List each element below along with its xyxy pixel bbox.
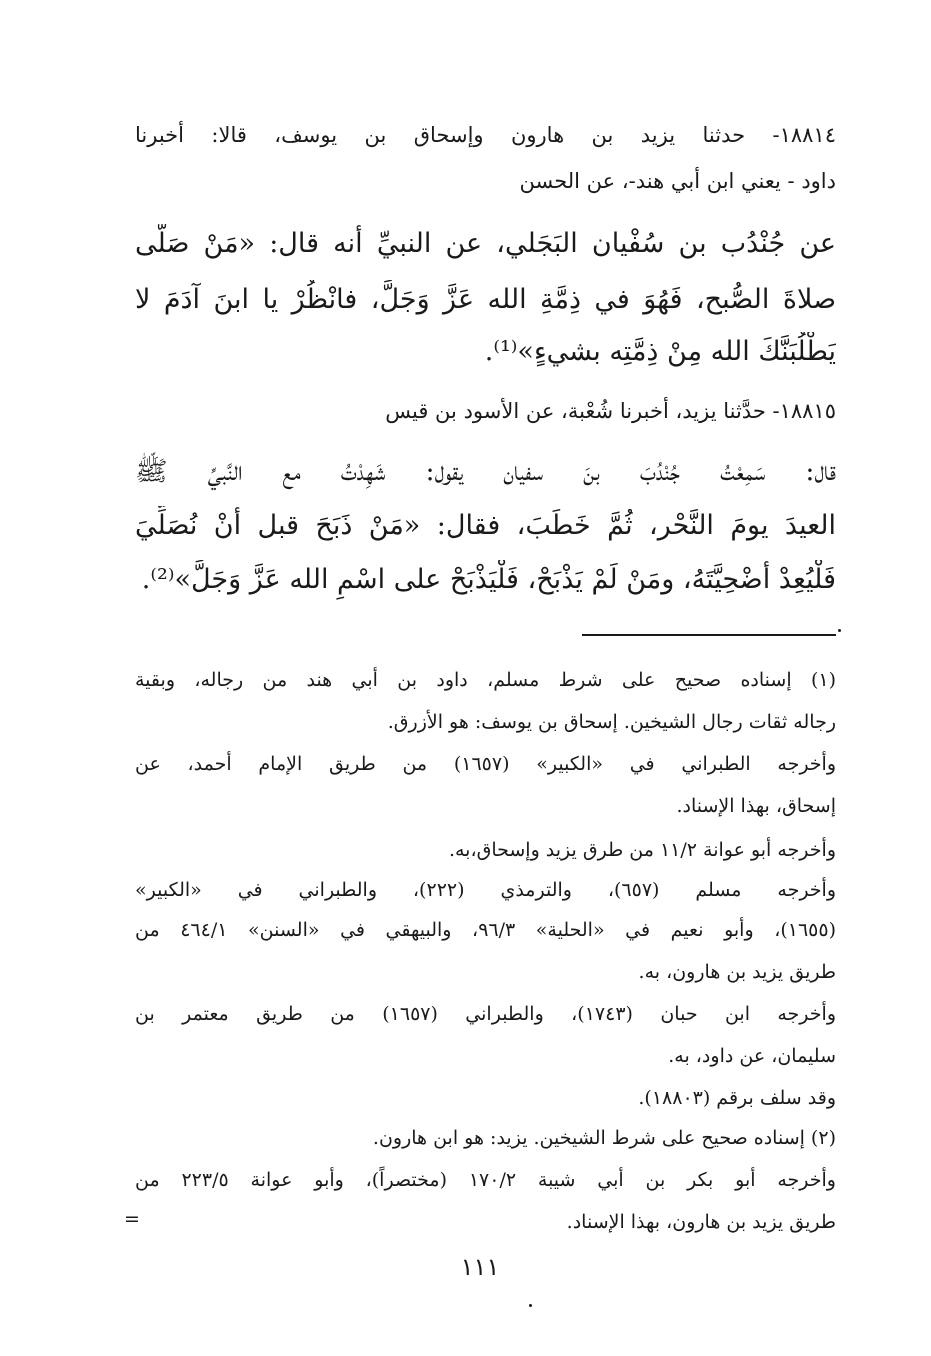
hadith-18814-text-line-1: عن جُنْدُب بن سُفْيان البَجَلي، عن النبيِّ أنه قال: «مَنْ صَلَّى: [135, 228, 836, 259]
footnote-separator: [582, 634, 836, 636]
hadith-18814-heading-line-1: ١٨٨١٤- حدثنا يزيد بن هارون وإسحاق بن يوسف، قالا: أخبرنا: [135, 123, 836, 147]
footnote-line-7: (١٦٥٥)، وأبو نعيم في «الحلية» ٩٦/٣، والبيهقي في «السنن» ٤٦٤/١ من: [135, 919, 836, 941]
hadith-18814-heading-line-2: داود - يعني ابن أبي هند-، عن الحسن: [519, 169, 836, 193]
footnote-line-6: وأخرجه مسلم (٦٥٧)، والترمذي (٢٢٢)، والطبراني في «الكبير»: [135, 879, 836, 901]
footnote-line-8: طريق يزيد بن هارون، به.: [638, 961, 836, 983]
continuation-mark: =: [124, 1208, 140, 1230]
print-speck: [529, 1304, 532, 1307]
hadith-18814-text-line-2: صلاةَ الصُّبح، فَهُوَ في ذِمَّةِ الله عَزَّ وَجَلَّ، فانْظُرْ يا ابنَ آدَمَ لا: [135, 284, 836, 315]
footnote-line-5: وأخرجه أبو عوانة ١١/٢ من طرق يزيد وإسحاق،به.: [448, 839, 836, 861]
footnote-line-3: وأخرجه الطبراني في «الكبير» (١٦٥٧) من طريق الإمام أحمد، عن: [135, 753, 836, 775]
footnote-line-10: سليمان، عن داود، به.: [668, 1045, 836, 1067]
footnote-line-1: (١) إسناده صحيح على شرط مسلم، داود بن أبي هند من رجاله، وبقية: [135, 669, 836, 691]
footnote-line-4: إسحاق، بهذا الإسناد.: [676, 795, 836, 817]
footnote-line-14: طريق يزيد بن هارون، بهذا الإسناد.: [566, 1211, 836, 1233]
hadith-18815-heading-line-1: ١٨٨١٥- حدَّثنا يزيد، أخبرنا شُعْبة، عن الأسود بن قيس: [385, 399, 836, 423]
hadith-18814-text-line-3: يَطْلُبَنَّكَ الله مِنْ ذِمَّتِه بشيءٍ»⁽¹⁾.: [484, 336, 836, 367]
hadith-18815-text-line-1: قال: سَمِعْتُ جُنْدُبَ بنَ سفيان يقول: شَهِدْتُ مع النَّبيِّ ﷺ: [135, 456, 836, 487]
footnote-line-9: وأخرجه ابن حبان (١٧٤٣)، والطبراني (١٦٥٧) من طريق معتمر بن: [135, 1003, 836, 1025]
page-number: ١١١: [460, 1253, 500, 1281]
footnote-line-2: رجاله ثقات رجال الشيخين. إسحاق بن يوسف: هو الأزرق.: [387, 711, 836, 733]
footnote-line-13: وأخرجه أبو بكر بن أبي شيبة ١٧٠/٢ (مختصراً)، وأبو عوانة ٢٢٣/٥ من: [135, 1169, 836, 1191]
footnote-line-12: (٢) إسناده صحيح على شرط الشيخين. يزيد: هو ابن هارون.: [372, 1127, 836, 1149]
hadith-18815-text-line-2: العيدَ يومَ النَّحْر، ثُمَّ خَطَبَ، فقال: «مَنْ ذَبَحَ قبل أنْ نُصَلِّيَ: [135, 510, 836, 541]
print-speck: [838, 629, 841, 632]
hadith-18815-text-line-3: فَلْيُعِدْ أُضْحِيَّتَهُ، ومَنْ لَمْ يَذْبَحْ، فَلْيَذْبَحْ على اسْمِ الله عَزَّ وَجَلَّ»⁽²⁾.: [141, 564, 836, 595]
footnote-line-11: وقد سلف برقم (١٨٨٠٣).: [638, 1087, 836, 1109]
